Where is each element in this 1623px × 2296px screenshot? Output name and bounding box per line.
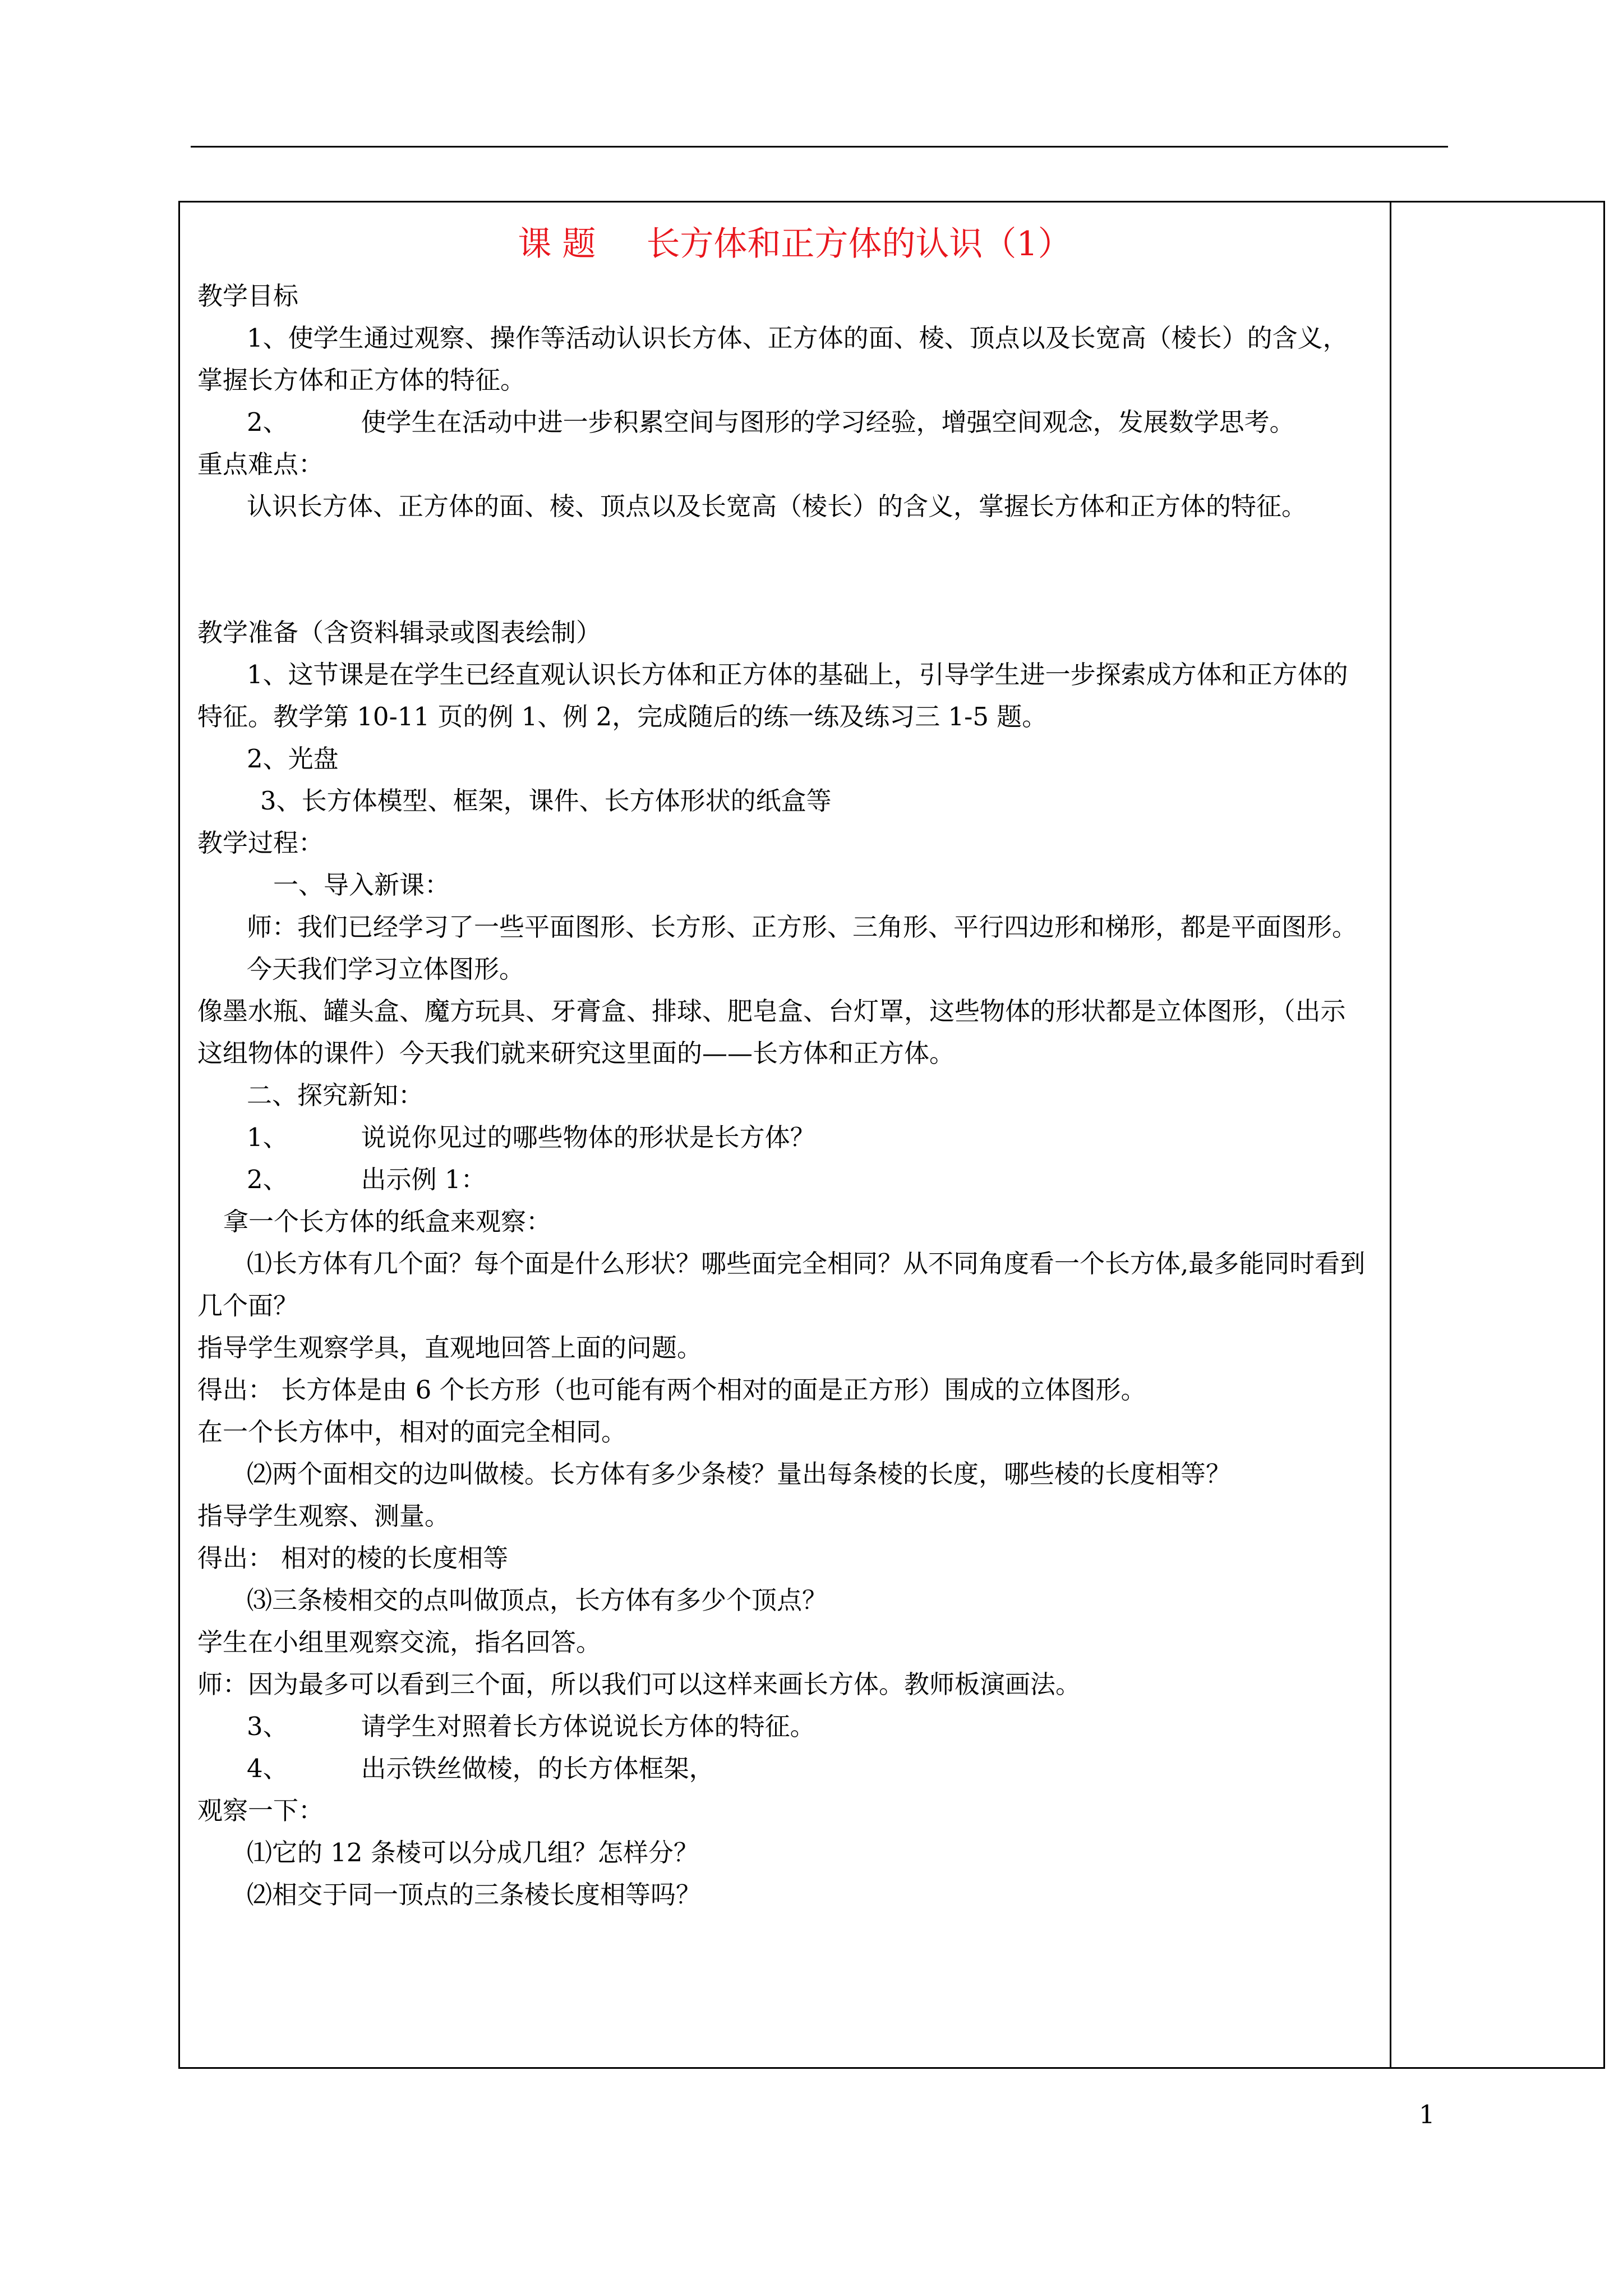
notes-column-divider — [1390, 201, 1391, 2069]
page-number: 1 — [1419, 2100, 1435, 2129]
step-3 — [197, 1705, 1370, 1747]
step-3-text: 请学生对照着长方体说说长方体的特征。 — [361, 1711, 815, 1741]
intro-line-2: 今天我们学习立体图形。 — [247, 954, 525, 984]
sub-question-2: ⑵相交于同一顶点的三条棱长度相等吗？ — [247, 1880, 702, 1910]
key-points-heading: 重点难点： — [197, 449, 324, 479]
process-heading: 教学过程： — [197, 828, 324, 858]
step-1 — [197, 1116, 1370, 1158]
title-text: 长方体和正方体的认识（1） — [646, 224, 1072, 264]
header-rule — [191, 146, 1448, 148]
question-3: ⑶三条棱相交的点叫做顶点，长方体有多少个顶点？ — [247, 1585, 828, 1615]
question-3-teacher: 师：因为最多可以看到三个面，所以我们可以这样来画长方体。教师板演画法。 — [197, 1669, 1081, 1699]
objective-item-1: 1、使学生通过观察、操作等活动认识长方体、正方体的面、棱、顶点以及长宽高（棱长）的含义，掌握长方体和正方体的特征。 — [197, 323, 1348, 395]
question-1: ⑴长方体有几个面？每个面是什么形状？哪些面完全相同？从不同角度看一个长方体,最多能同时看到几个面？ — [197, 1249, 1366, 1320]
key-points-text: 认识长方体、正方体的面、棱、顶点以及长宽高（棱长）的含义，掌握长方体和正方体的特征。 — [247, 491, 1307, 521]
question-1-result-2: 在一个长方体中，相对的面完全相同。 — [197, 1417, 627, 1447]
lesson-title — [220, 213, 1370, 275]
step-4-text: 出示铁丝做棱，的长方体框架， — [361, 1754, 714, 1783]
lesson-content — [197, 213, 1370, 1916]
sub-question-1: ⑴它的 12 条棱可以分成几组？怎样分？ — [247, 1838, 699, 1867]
intro-line-1: 师：我们已经学习了一些平面图形、长方形、正方形、三角形、平行四边形和梯形，都是平面图形。 — [247, 912, 1358, 942]
title-label: 课 题 — [518, 224, 596, 264]
blank-space — [197, 527, 1370, 611]
question-2-guide: 指导学生观察、测量。 — [197, 1501, 450, 1531]
question-1-result: 得出： 长方体是由 6 个长方形（也可能有两个相对的面是正方形）围成的立体图形。 — [197, 1375, 1146, 1405]
objective-item-2-text: 使学生在活动中进一步积累空间与图形的学习经验，增强空间观念，发展数学思考。 — [361, 407, 1295, 437]
explore-heading: 二、探究新知： — [247, 1080, 424, 1110]
step-3-number: 3、 — [247, 1711, 288, 1741]
preparation-heading: 教学准备（含资料辑录或图表绘制） — [197, 618, 602, 647]
observe-2: 观察一下： — [197, 1796, 324, 1825]
step-4-number: 4、 — [247, 1754, 288, 1783]
objective-item-2 — [197, 401, 1370, 443]
objectives-heading: 教学目标 — [197, 281, 299, 311]
objective-item-2-number: 2、 — [247, 407, 288, 437]
question-3-guide: 学生在小组里观察交流，指名回答。 — [197, 1627, 602, 1657]
question-2: ⑵两个面相交的边叫做棱。长方体有多少条棱？量出每条棱的长度，哪些棱的长度相等？ — [247, 1459, 1232, 1489]
intro-line-3: 像墨水瓶、罐头盒、魔方玩具、牙膏盒、排球、肥皂盒、台灯罩，这些物体的形状都是立体图形，（出示这组物体的课件）今天我们就来研究这里面的——长方体和正方体。 — [197, 996, 1346, 1068]
question-2-result: 得出： 相对的棱的长度相等 — [197, 1543, 509, 1573]
preparation-item-2: 2、光盘 — [247, 744, 339, 774]
step-4 — [197, 1747, 1370, 1789]
step-1-text: 说说你见过的哪些物体的形状是长方体？ — [361, 1122, 815, 1152]
preparation-item-1: 1、这节课是在学生已经直观认识长方体和正方体的基础上，引导学生进一步探索成方体和正方体的特征。教学第 10-11 页的例 1、例 2，完成随后的练一练及练习三 1-5 题。 — [197, 660, 1348, 731]
question-1-guide: 指导学生观察学具，直观地回答上面的问题。 — [197, 1333, 703, 1363]
step-1-number: 1、 — [247, 1122, 288, 1152]
step-2-number: 2、 — [247, 1165, 288, 1194]
intro-heading: 一、导入新课： — [273, 870, 450, 900]
observe-intro: 拿一个长方体的纸盒来观察： — [223, 1207, 552, 1236]
step-2-text: 出示例 1： — [361, 1165, 486, 1194]
step-2 — [197, 1158, 1370, 1200]
preparation-item-3: 3、长方体模型、框架，课件、长方体形状的纸盒等 — [260, 786, 832, 816]
